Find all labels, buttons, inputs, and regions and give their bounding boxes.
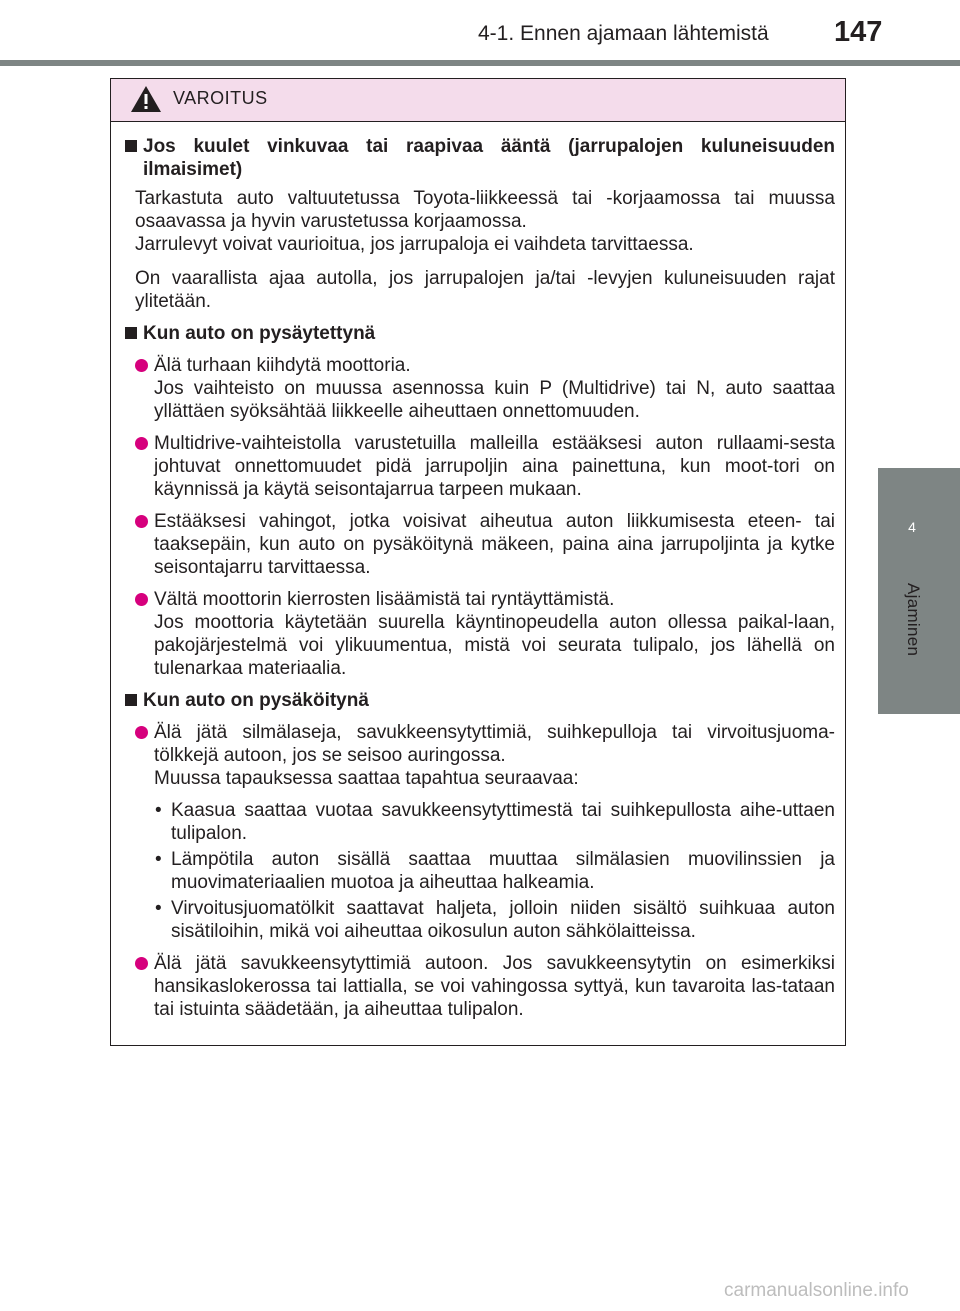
square-bullet-icon: [125, 140, 137, 152]
bullet-dot-icon: [135, 957, 148, 970]
chapter-label: Ajaminen: [904, 583, 923, 657]
section-title: 4-1. Ennen ajamaan lähtemistä: [478, 22, 769, 45]
square-bullet-icon: [125, 694, 137, 706]
bullet-text: Älä turhaan kiihdytä moottoria.: [154, 355, 411, 376]
warning-header: [111, 79, 845, 122]
sub-item-text: Virvoitusjuomatölkit saattavat haljeta, jolloin niiden sisältö suihkuaa auton sisätiloihin, mikä voi aiheuttaa oikosulun auton sähkölaitteissa.: [171, 898, 835, 942]
bullet-dot-icon: [135, 437, 148, 450]
sub-bullet-icon: •: [155, 849, 162, 870]
warning-box: [110, 78, 846, 1046]
bullet-text: Älä jätä savukkeensytyttimiä autoon. Jos savukkeensytytin on esimerkiksi hansikaslokerossa tai lattialla, se voi vahingossa syttyä, kun tavaroita las-tataan tai istuinta säädetään, ja aiheuttaa tulipalon.: [154, 953, 835, 1020]
watermark: carmanualsonline.info: [724, 1280, 909, 1301]
bullet-text: Vältä moottorin kierrosten lisäämistä tai ryntäyttämistä.: [154, 589, 615, 610]
sub-bullet-icon: •: [155, 800, 162, 821]
list-item: [135, 588, 835, 680]
section-heading-text: Kun auto on pysäytettynä: [143, 323, 376, 344]
warning-content: [111, 122, 845, 1021]
bullet-text: Estääksesi vahingot, jotka voisivat aiheutua auton liikkumisesta eteen- tai taaksepäin, kun auto on pysäköitynä mäkeen, paina aina jarrupoljinta ja kytke seisontajarru tarvittaessa.: [154, 511, 835, 578]
bullet-text: Muussa tapauksessa saattaa tapahtua seuraavaa:: [154, 768, 579, 789]
bullet-dot-icon: [135, 726, 148, 739]
bullet-text: Multidrive-vaihteistolla varustetuilla malleilla estääksesi auton rullaami-sesta johtuvat onnettomuudet pidä jarrupoljin aina painettuna, kun moot-tori on käynnissä ja käytä seisontajarrua tarpeen mukaan.: [154, 433, 835, 500]
list-item: [135, 432, 835, 501]
paragraph: On vaarallista ajaa autolla, jos jarrupalojen ja/tai -levyjen kuluneisuuden rajat ylitetään.: [135, 268, 835, 312]
section-heading: [125, 322, 835, 345]
section-heading: [125, 135, 835, 181]
bullet-dot-icon: [135, 593, 148, 606]
bullet-text: Jos moottoria käytetään suurella käyntinopeudella auton ollessa paikal-laan, pakojärjestelmä voi ylikuumentua, mistä voi seurata tulipalo, jos lähellä on tulenarkaa materiaalia.: [154, 612, 835, 679]
bullet-text: Jos vaihteisto on muussa asennossa kuin P (Multidrive) tai N, auto saattaa yllättäen syöksähtää liikkeelle aiheuttaen onnettomuuden.: [154, 378, 835, 422]
sub-list-item: [155, 799, 835, 845]
list-item: [135, 510, 835, 579]
bullet-dot-icon: [135, 515, 148, 528]
paragraph: Jarrulevyt voivat vaurioitua, jos jarrupaloja ei vaihdeta tarvittaessa.: [135, 234, 694, 255]
chapter-number: 4: [908, 519, 916, 535]
square-bullet-icon: [125, 327, 137, 339]
warning-triangle-icon: [129, 84, 163, 114]
sub-item-text: Kaasua saattaa vuotaa savukkeensytyttimestä tai suihkepullosta aihe-uttaen tulipalon.: [171, 800, 835, 844]
bullet-text: Älä jätä silmälaseja, savukkeensytyttimiä, suihkepulloja tai virvoitusjuoma-tölkkejä autoon, jos se seisoo auringossa.: [154, 722, 835, 766]
list-item: [135, 952, 835, 1021]
bullet-dot-icon: [135, 359, 148, 372]
sub-list-item: [155, 897, 835, 943]
list-item: [135, 354, 835, 423]
section-heading-text: Kun auto on pysäköitynä: [143, 690, 369, 711]
warning-label: VAROITUS: [173, 88, 268, 108]
sub-item-text: Lämpötila auton sisällä saattaa muuttaa silmälasien muovilinssien ja muovimateriaalien muotoa ja aiheuttaa halkeamia.: [171, 849, 835, 893]
sub-list-item: [155, 848, 835, 894]
paragraph: Tarkastuta auto valtuutetussa Toyota-liikkeessä tai -korjaamossa tai muussa osaavassa ja hyvin varustetussa korjaamossa.: [135, 188, 835, 232]
sub-bullet-icon: •: [155, 898, 162, 919]
page-number: 147: [834, 16, 883, 48]
list-item: [135, 721, 835, 790]
section-heading: [125, 689, 835, 712]
header-rule: [0, 60, 960, 66]
section-heading-text: Jos kuulet vinkuvaa tai raapivaa ääntä (jarrupalojen kuluneisuuden ilmaisimet): [143, 136, 835, 180]
